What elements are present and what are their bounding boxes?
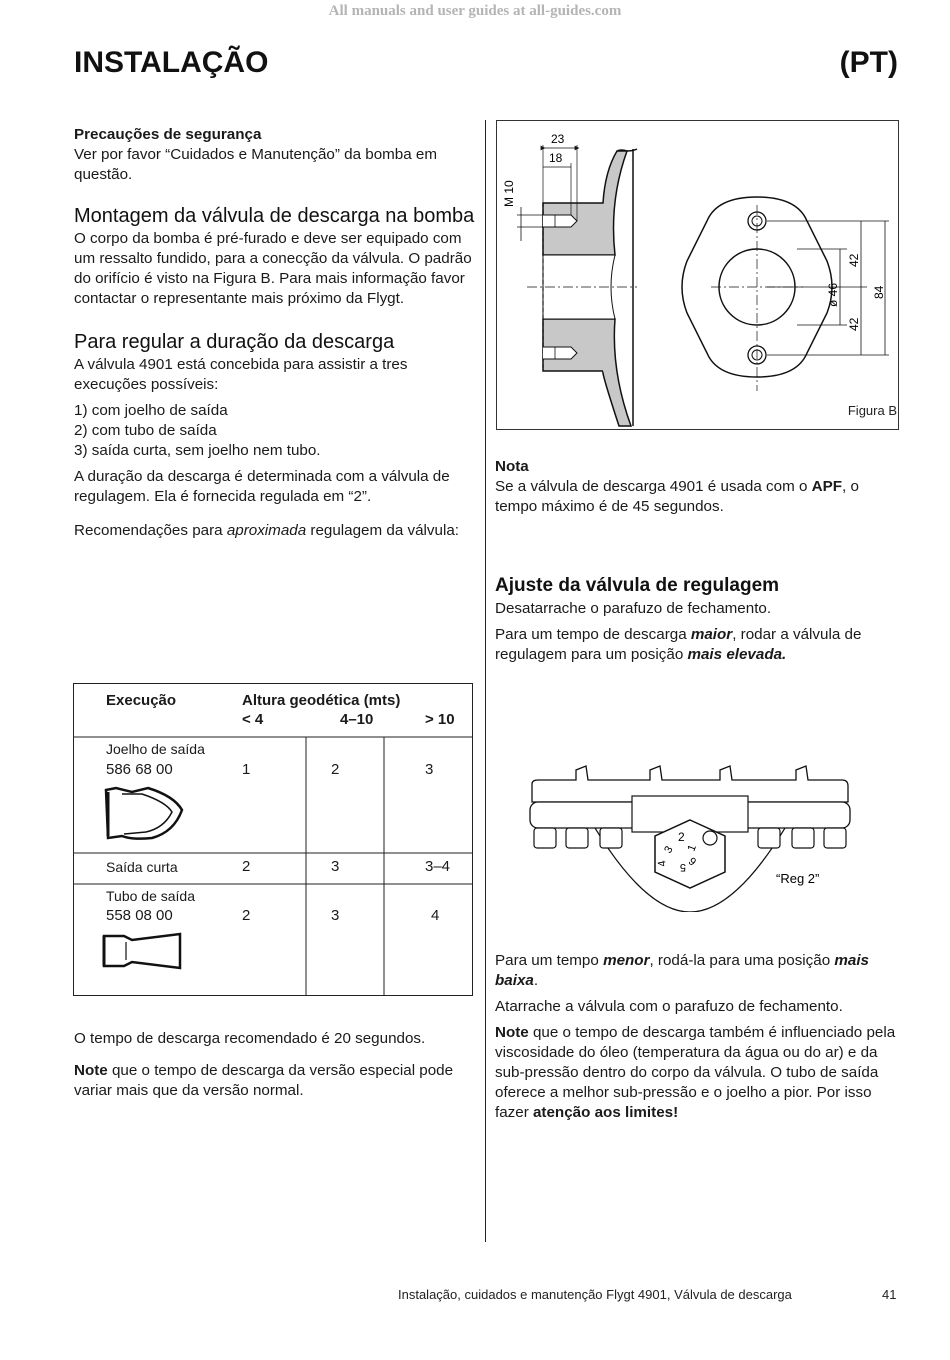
nota-heading: Nota: [495, 458, 529, 475]
figure-caption: Figura B: [847, 403, 897, 418]
dim-84: 84: [872, 285, 886, 299]
figure-b-drawing: [497, 121, 898, 429]
page-number: 41: [882, 1287, 897, 1302]
nota-post: , o tempo máximo é de 45 segundos.: [495, 478, 859, 515]
lower-time-text: [495, 951, 905, 991]
reg-2-label: “Reg 2”: [776, 871, 820, 886]
row-value: 4: [431, 907, 440, 924]
tighten-text: Atarrache a válvula com o parafuzo de fechamento.: [495, 998, 843, 1015]
row-value: 2: [242, 907, 251, 924]
figure-b: [496, 120, 899, 430]
row-value: 3: [331, 858, 340, 875]
dial-number: 3: [662, 844, 676, 856]
regulating-valve-drawing: [520, 762, 860, 912]
option-item: 2) com tubo de saída: [74, 422, 217, 439]
nota-text: [495, 477, 905, 517]
row-value: 2: [242, 858, 251, 875]
mount-text: O corpo da bomba é pré-furado e deve ser equipado com um ressalto fundido, para a conecção da válvula. O padrão do orifício é visto na Figura B. Para mais informação favor contactar o representante mais próximo da Flygt.: [74, 230, 472, 307]
regulate-intro: A válvula 4901 está concebida para assistir a tres execuções possíveis:: [74, 356, 408, 393]
note-label: Note: [74, 1062, 108, 1079]
adjust-heading: Ajuste da válvula de regulagem: [495, 575, 780, 596]
footer-text: Instalação, cuidados e manutenção Flygt 4901, Válvula de descarga: [398, 1287, 792, 1302]
row-name: Joelho de saída: [106, 741, 205, 757]
dim-m10: M 10: [502, 180, 516, 207]
column-divider: [485, 120, 486, 1242]
dial-number: 5: [679, 861, 686, 873]
lower-em-2: mais baixa: [495, 952, 869, 989]
row-value: 3: [331, 907, 340, 924]
safety-text: Ver por favor “Cuidados e Manutenção” da bomba em questão.: [74, 146, 438, 183]
note-text: [74, 1061, 476, 1101]
dial-number: 1: [685, 843, 699, 854]
options-list: [74, 401, 476, 461]
row-value: 2: [331, 761, 340, 778]
dim-42-bottom: 42: [847, 317, 861, 331]
note2-body: que o tempo de descarga também é influenciado pela viscosidade do óleo (temperatura da água ou do ar) e da sub-pressão dentro do corpo da válvula. O tubo de saída oferece a melhor sub-pressão e o joelho a pior. Por isso fazer: [495, 1024, 896, 1121]
option-item: 3) saída curta, sem joelho nem tubo.: [74, 442, 321, 459]
row-value: 3–4: [425, 858, 451, 875]
row-value: 1: [242, 761, 251, 778]
safety-heading: Precauções de segurança: [74, 126, 262, 143]
recommend-text: [74, 521, 476, 541]
lower-em-1: menor: [603, 952, 650, 969]
recommend-post: regulagem da válvula:: [306, 522, 459, 539]
nota-bold: APF: [811, 478, 842, 495]
adjust-mid: , rodar a válvula de regulagem para um posição: [495, 626, 862, 663]
language-code: (PT): [839, 46, 898, 79]
right-column-lower: [495, 951, 905, 1123]
left-column-lower: [74, 1029, 476, 1101]
page-title: INSTALAÇÃO: [74, 46, 269, 79]
range-header: > 10: [425, 711, 455, 728]
right-column-upper: [495, 457, 905, 665]
adjust-em-1: maior: [690, 626, 733, 643]
recommend-pre: Recomendações para: [74, 522, 227, 539]
recommended-time: O tempo de descarga recomendado é 20 segundos.: [74, 1030, 426, 1047]
settings-table: [73, 683, 473, 996]
height-header: Altura geodética (mts): [242, 692, 401, 709]
lower-pre: Para um tempo: [495, 952, 604, 969]
dim-phi46: ø 46: [826, 282, 840, 307]
outlet-tube-drawing: [102, 930, 192, 980]
adjust-text-1: Desatarrache o parafuzo de fechamento.: [495, 600, 772, 617]
elbow-outlet-drawing: [102, 784, 192, 846]
nota-pre: Se a válvula de descarga 4901 é usada com o: [495, 478, 812, 495]
dim-42-top: 42: [847, 253, 861, 267]
range-header: < 4: [242, 711, 264, 728]
watermark: All manuals and user guides at all-guides.com: [328, 3, 622, 19]
row-name: Saída curta: [106, 859, 178, 875]
mount-heading: Montagem da válvula de descarga na bomba: [74, 205, 475, 227]
recommend-em: aproximada: [226, 522, 307, 539]
row-value: 3: [425, 761, 434, 778]
adjust-text-2: [495, 625, 905, 665]
row-name: Tubo de saída: [106, 888, 195, 904]
regulate-heading: Para regular a duração da descarga: [74, 331, 395, 353]
adjust-pre: Para um tempo de descarga: [495, 626, 691, 643]
lower-mid: , rodá-la para uma posição: [649, 952, 835, 969]
lower-post: .: [533, 972, 539, 989]
adjust-em-2: mais elevada.: [687, 646, 787, 663]
dial-number: 6: [686, 854, 700, 868]
dial-number: 2: [678, 830, 685, 844]
option-item: 1) com joelho de saída: [74, 402, 228, 419]
note2-text: [495, 1023, 905, 1123]
dim-18: 18: [549, 151, 563, 165]
range-header: 4–10: [340, 711, 374, 728]
note2-bold: atenção aos limites!: [532, 1104, 679, 1121]
row-code: 586 68 00: [106, 761, 173, 778]
duration-text: A duração da descarga é determinada com a válvula de regulagem. Ela é fornecida regulada em “2”.: [74, 468, 450, 505]
dial-number: 4: [656, 859, 669, 868]
left-column-upper: [74, 125, 476, 541]
dim-23: 23: [551, 132, 565, 146]
note2-label: Note: [495, 1024, 529, 1041]
row-code: 558 08 00: [106, 907, 173, 924]
note-body: que o tempo de descarga da versão especial pode variar mais que da versão normal.: [74, 1062, 454, 1099]
execution-header: Execução: [106, 692, 177, 709]
